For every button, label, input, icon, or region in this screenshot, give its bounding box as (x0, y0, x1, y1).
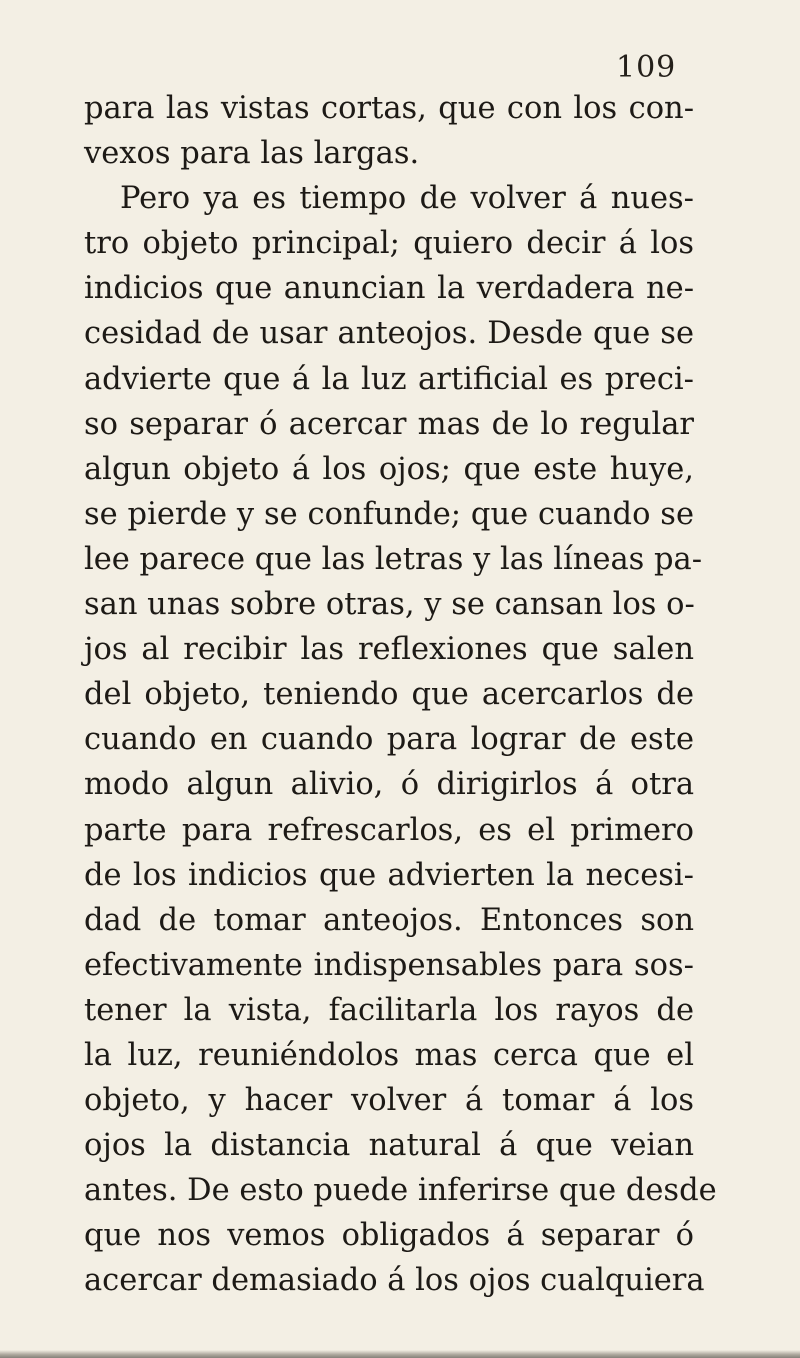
paragraph-start-line: Pero ya es tiempo de volver á nues- (120, 181, 694, 217)
text-line: se pierde y se confunde; que cuando se (84, 496, 694, 532)
text-line: san unas sobre otras, y se cansan los o- (84, 587, 695, 623)
text-line: advierte que á la luz artificial es preci- (84, 361, 694, 397)
text-line: del objeto, teniendo que acercarlos de (84, 677, 694, 713)
text-line: la luz, reuniéndolos mas cerca que el (84, 1037, 694, 1073)
text-line: algun objeto á los ojos; que este huye, (84, 451, 694, 487)
text-line: de los indicios que advierten la necesi- (84, 857, 694, 893)
text-line: que nos vemos obligados á separar ó (84, 1218, 694, 1254)
text-line: indicios que anuncian la verdadera ne- (84, 271, 694, 307)
body-text (84, 86, 717, 1304)
text-line: tro objeto principal; quiero decir á los (84, 226, 694, 262)
text-line: vexos para las largas. (84, 136, 420, 172)
text-line: objeto, y hacer volver á tomar á los (84, 1083, 694, 1119)
text-line: cuando en cuando para lograr de este (84, 722, 694, 758)
text-line: cesidad de usar anteojos. Desde que se (84, 316, 694, 352)
text-line: para las vistas cortas, que con los con- (84, 91, 694, 126)
text-line: dad de tomar anteojos. Entonces son (84, 902, 694, 938)
text-line: parte para refrescarlos, es el primero (84, 812, 694, 848)
text-line: antes. De esto puede inferirse que desde (84, 1173, 717, 1209)
text-line: jos al recibir las reflexiones que salen (84, 632, 694, 668)
text-line: acercar demasiado á los ojos cualquiera (84, 1263, 705, 1299)
text-line: ojos la distancia natural á que veian (84, 1128, 694, 1164)
text-line: modo algun alivio, ó dirigirlos á otra (84, 767, 694, 803)
page-number: 109 (616, 50, 677, 85)
text-line: efectivamente indispensables para sos- (84, 947, 694, 983)
page-bottom-edge (0, 1350, 800, 1358)
text-line: lee parece que las letras y las líneas pa- (84, 541, 703, 577)
text-line: tener la vista, facilitarla los rayos de (84, 992, 694, 1028)
text-line: so separar ó acercar mas de lo regular (84, 406, 694, 442)
